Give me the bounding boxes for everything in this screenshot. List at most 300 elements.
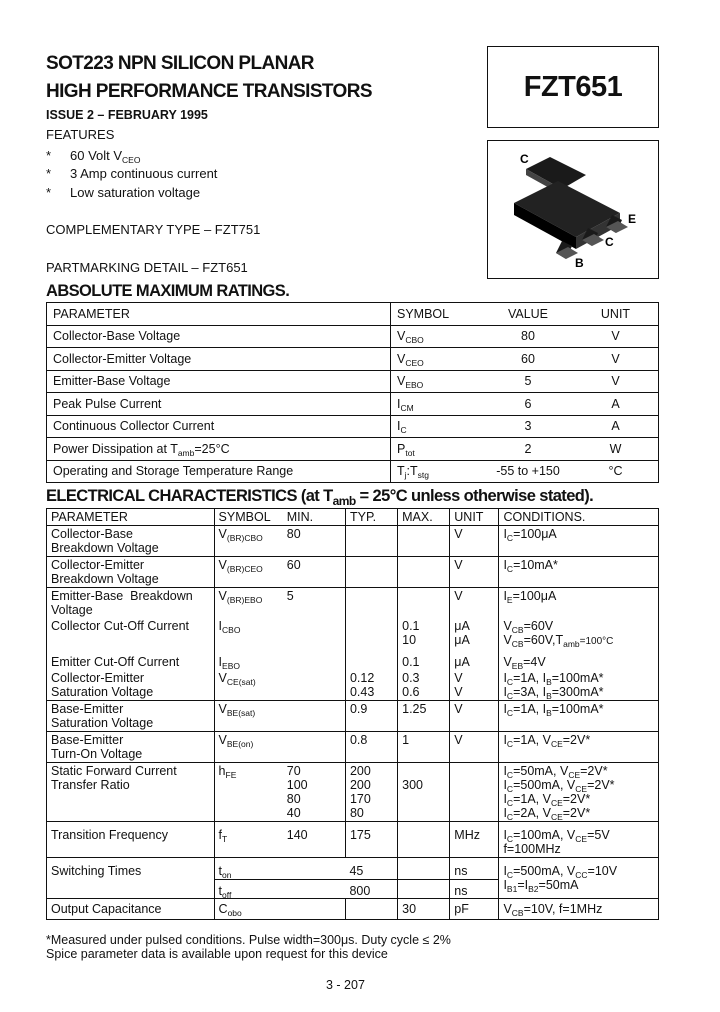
- cond-text: I: [503, 702, 507, 716]
- param-text: Base-Emitter: [51, 702, 124, 716]
- cond-text: =3A, I: [513, 685, 547, 699]
- table-header: [47, 509, 659, 526]
- unit-cell: [450, 618, 499, 650]
- unit-cell: V: [450, 732, 499, 763]
- param-text: Collector-Emitter: [51, 671, 145, 685]
- symbol-sub: on: [222, 870, 232, 880]
- symbol-sub: stg: [417, 470, 429, 481]
- symbol-sub: EBO: [405, 380, 424, 391]
- cond-text: V: [503, 655, 512, 669]
- min-cell: 140: [283, 822, 346, 858]
- param-cell: Emitter Cut-Off Current: [47, 650, 215, 670]
- cond-text: =2V*: [587, 778, 615, 792]
- typ-cell: [345, 670, 397, 701]
- cond-text: I: [503, 733, 507, 747]
- symbol-text: C: [218, 902, 228, 916]
- param-tail: =25°C: [194, 441, 230, 456]
- symbol-sub: CM: [400, 402, 414, 413]
- symbol-text: V: [218, 733, 227, 747]
- issue-date: ISSUE 2 – FEBRUARY 1995: [46, 108, 208, 122]
- typ-value: 200: [349, 778, 371, 792]
- cond-text: f=100MHz: [503, 842, 561, 856]
- table-row: [47, 588, 659, 619]
- min-cell: [283, 701, 346, 732]
- min-cell: 80: [283, 526, 346, 557]
- typ-cell: [345, 650, 397, 670]
- param-cell: [47, 732, 215, 763]
- header-parameter: PARAMETER: [47, 303, 391, 326]
- symbol-cell: [214, 858, 345, 899]
- features-heading: FEATURES: [46, 127, 115, 142]
- cond-text: V: [503, 619, 512, 633]
- cond-text: I: [503, 864, 507, 878]
- param-cell: Emitter-Base Voltage: [47, 370, 391, 393]
- typ-cell: [345, 618, 397, 650]
- header-symbol: SYMBOL: [218, 510, 271, 524]
- typ-value: 0.12: [349, 671, 375, 685]
- min-cell: [283, 618, 346, 650]
- symbol-text: V: [218, 671, 227, 685]
- conditions-cell: [499, 650, 659, 670]
- min-cell: 60: [283, 557, 346, 588]
- typ-cell: [345, 899, 397, 920]
- symbol-cell: [391, 415, 484, 438]
- symbol-cell: [391, 370, 484, 393]
- header-max: MAX.: [398, 509, 450, 526]
- package-box: [487, 140, 659, 279]
- cond-text: =2V*: [562, 733, 591, 747]
- typ-cell: [345, 858, 397, 899]
- symbol-sub: FE: [225, 770, 237, 780]
- unit-cell: V: [450, 557, 499, 588]
- feature-text: 60 Volt V: [70, 148, 123, 163]
- cond-sub: C: [506, 770, 514, 780]
- param-cell: Operating and Storage Temperature Range: [47, 460, 391, 483]
- typ-value: 800: [349, 884, 371, 898]
- typ-cell: [345, 557, 397, 588]
- cond-text: =60V: [523, 619, 554, 633]
- max-value: 10: [402, 633, 417, 647]
- unit-cell: V: [573, 370, 659, 393]
- symbol-text: I: [218, 619, 223, 633]
- header-min: MIN.: [283, 509, 346, 526]
- cond-sub: E: [506, 595, 513, 605]
- value-cell: 2: [483, 438, 573, 461]
- value-cell: 80: [483, 325, 573, 348]
- max-value: 0.6: [402, 685, 420, 699]
- cond-text: =1A, V: [513, 733, 551, 747]
- param-sub: amb: [177, 447, 195, 458]
- symbol-sub: CBO: [222, 625, 241, 635]
- cond-sub: C: [506, 784, 514, 794]
- cond-sub: CE: [550, 798, 563, 808]
- value-cell: 5: [483, 370, 573, 393]
- param-text: Saturation Voltage: [51, 716, 154, 730]
- unit-value: ns: [454, 884, 468, 898]
- cond-sub: EB: [511, 661, 524, 671]
- typ-value: 200: [349, 764, 371, 778]
- partmarking-detail: PARTMARKING DETAIL – FZT651: [46, 260, 248, 275]
- min-cell: 5: [283, 588, 346, 619]
- cond-text: I: [503, 527, 507, 541]
- cond-text: =1A, I: [513, 702, 547, 716]
- symbol-text: V: [397, 374, 406, 389]
- table-row: [47, 557, 659, 588]
- param-text: Collector-Emitter: [51, 558, 145, 572]
- feature-text: Low saturation voltage: [70, 185, 201, 200]
- max-cell: [398, 557, 450, 588]
- symbol-text: V: [218, 589, 227, 603]
- conditions-cell: [499, 701, 659, 732]
- cond-text: I: [503, 589, 507, 603]
- param-text: Base-Emitter: [51, 733, 124, 747]
- param-cell: Peak Pulse Current: [47, 393, 391, 416]
- param-cell: Collector-Base Voltage: [47, 325, 391, 348]
- cond-text: =60V,T: [523, 633, 564, 647]
- conditions-cell: [499, 858, 659, 899]
- table-row: [47, 618, 659, 650]
- symbol-cell: [391, 325, 484, 348]
- typ-cell: 0.9: [345, 701, 397, 732]
- typ-value: 170: [349, 792, 371, 806]
- conditions-cell: [499, 588, 659, 619]
- symbol-sub: BE(on): [226, 739, 254, 749]
- symbol-cell: [214, 618, 283, 650]
- table-row: [47, 899, 659, 920]
- cond-sub: C: [506, 564, 514, 574]
- unit-cell: MHz: [450, 822, 499, 858]
- param-cell: Collector-Emitter Voltage: [47, 348, 391, 371]
- unit-cell: [450, 858, 499, 899]
- cond-text: =2V*: [580, 764, 608, 778]
- unit-cell: A: [573, 393, 659, 416]
- unit-value: ns: [450, 864, 498, 880]
- table-row: [47, 822, 659, 858]
- cond-text: I: [503, 878, 507, 892]
- conditions-cell: [499, 732, 659, 763]
- conditions-cell: [499, 899, 659, 920]
- param-text: Voltage: [51, 603, 93, 617]
- cond-sub: B1: [506, 884, 518, 894]
- feature-text: 3 Amp continuous current: [70, 166, 218, 181]
- param-cell: Output Capacitance: [47, 899, 215, 920]
- min-value: 100: [286, 778, 308, 792]
- max-value: 0.3: [402, 671, 420, 685]
- symbol-cell: [214, 899, 283, 920]
- symbol-text: V: [218, 702, 227, 716]
- header-typ: TYP.: [345, 509, 397, 526]
- symbol-cell: [214, 650, 283, 670]
- param-text: Emitter-Base Breakdown: [51, 589, 193, 603]
- symbol-text: P: [397, 441, 406, 456]
- cond-text: =1A, I: [513, 671, 547, 685]
- table-row: [47, 858, 659, 899]
- max-cell: 1.25: [398, 701, 450, 732]
- cond-text: I: [503, 828, 507, 842]
- unit-value: μA: [454, 619, 470, 633]
- footnote-pulsed: *Measured under pulsed conditions. Pulse width=300μs. Duty cycle ≤ 2%: [46, 933, 451, 947]
- symbol-text: h: [218, 764, 226, 778]
- symbol-text: V: [218, 558, 227, 572]
- unit-cell: °C: [573, 460, 659, 483]
- cond-text: =2V*: [562, 792, 591, 806]
- typ-value: 80: [349, 806, 364, 820]
- param-cell: Continuous Collector Current: [47, 415, 391, 438]
- feature-item: [46, 183, 201, 202]
- cond-sub: B: [546, 677, 552, 687]
- symbol-sub: EBO: [222, 661, 240, 671]
- max-value: 0.1: [402, 619, 420, 633]
- param-cell: [47, 557, 215, 588]
- part-number-box: [487, 46, 659, 128]
- typ-cell: [345, 526, 397, 557]
- cond-sub: C: [506, 533, 514, 543]
- symbol-text: f: [218, 828, 223, 842]
- unit-value: V: [454, 685, 463, 699]
- elec-table: [46, 508, 659, 920]
- cond-sub: CC: [575, 870, 588, 880]
- cond-text: =50mA, V: [513, 764, 569, 778]
- cond-sub: amb: [563, 639, 580, 649]
- cond-sub: C: [506, 739, 514, 749]
- header-symbol: SYMBOL: [391, 303, 484, 326]
- elec-heading-b: = 25°C unless otherwise stated).: [355, 487, 594, 505]
- symbol-cell: [214, 526, 283, 557]
- param-text: Transfer Ratio: [51, 778, 130, 792]
- cond-sub: B: [546, 708, 552, 718]
- cond-text: =100mA, V: [513, 828, 576, 842]
- min-cell: [283, 899, 346, 920]
- conditions-cell: [499, 822, 659, 858]
- feature-sub: CEO: [122, 155, 141, 165]
- cond-text: =I: [517, 878, 529, 892]
- unit-cell: A: [573, 415, 659, 438]
- cond-text: V: [503, 902, 512, 916]
- cond-sub: C: [506, 691, 514, 701]
- min-cell: [283, 763, 346, 822]
- cond-sub: CE: [575, 834, 588, 844]
- cond-text: I: [503, 764, 507, 778]
- cond-sub: CB: [511, 625, 524, 635]
- cond-sub: CE: [568, 770, 581, 780]
- cond-text: =4V: [523, 655, 546, 669]
- cond-text: I: [503, 685, 507, 699]
- symbol-cell: [214, 557, 283, 588]
- conditions-cell: [499, 618, 659, 650]
- table-row: [47, 526, 659, 557]
- param-text: Breakdown Voltage: [51, 572, 159, 586]
- value-cell: 60: [483, 348, 573, 371]
- symbol-sub: T: [222, 834, 228, 844]
- cond-text: =10V: [587, 864, 618, 878]
- cond-text: =300mA*: [551, 685, 604, 699]
- table-row: [47, 348, 659, 371]
- cond-text: =10mA*: [513, 558, 558, 572]
- typ-cell: [345, 588, 397, 619]
- cond-sub: C: [506, 677, 514, 687]
- min-value: 70: [286, 764, 301, 778]
- feature-item: [46, 164, 218, 183]
- min-value: 80: [286, 792, 301, 806]
- cond-sub: CE: [550, 812, 563, 822]
- unit-cell: W: [573, 438, 659, 461]
- max-cell: [398, 526, 450, 557]
- param-cell: [47, 438, 391, 461]
- cond-text: I: [503, 806, 507, 820]
- cond-text: =1A, V: [513, 792, 551, 806]
- unit-cell: [450, 763, 499, 822]
- param-text: Static Forward Current: [51, 764, 177, 778]
- symbol-text: V: [397, 329, 406, 344]
- page-number: 3 - 207: [326, 978, 365, 992]
- cond-sub: B: [546, 691, 552, 701]
- cond-text: I: [503, 558, 507, 572]
- cond-sub: CE: [550, 739, 563, 749]
- conditions-cell: [499, 557, 659, 588]
- param-cell: [47, 526, 215, 557]
- symbol-cell: [391, 460, 484, 483]
- elec-heading: [46, 484, 593, 508]
- header-unit: UNIT: [573, 303, 659, 326]
- symbol-sub: BE(sat): [226, 708, 256, 718]
- cond-text: =100mA*: [551, 671, 604, 685]
- cond-text: I: [503, 792, 507, 806]
- elec-heading-a: ELECTRICAL CHARACTERISTICS (at T: [46, 487, 333, 505]
- cond-sub: C: [506, 812, 514, 822]
- abs-max-table: [46, 302, 659, 483]
- sot223-package-icon: [488, 141, 657, 277]
- symbol-cell: [391, 393, 484, 416]
- cond-text: =100mA*: [551, 702, 604, 716]
- symbol-text: :T: [406, 464, 418, 479]
- title-line-1: SOT223 NPN SILICON PLANAR: [46, 53, 314, 74]
- typ-cell: 175: [345, 822, 397, 858]
- symbol-sub: (BR)CEO: [226, 564, 263, 574]
- symbol-text: V: [218, 527, 227, 541]
- cond-sub: CE: [575, 784, 588, 794]
- param-cell: Collector Cut-Off Current: [47, 618, 215, 650]
- cond-sub: CB: [511, 908, 524, 918]
- symbol-text: I: [397, 419, 401, 434]
- cond-sub: C: [506, 798, 514, 808]
- title-line-2: HIGH PERFORMANCE TRANSISTORS: [46, 81, 372, 102]
- unit-cell: μA: [450, 650, 499, 670]
- min-value: 40: [286, 806, 301, 820]
- max-cell: 30: [398, 899, 450, 920]
- cond-text: =100°C: [579, 636, 614, 647]
- cond-sub: B2: [528, 884, 539, 894]
- conditions-cell: [499, 526, 659, 557]
- cond-sub: C: [506, 708, 514, 718]
- cond-text: =50mA: [538, 878, 579, 892]
- symbol-cell: [214, 732, 283, 763]
- table-row: [47, 325, 659, 348]
- min-cell: [283, 650, 346, 670]
- cond-text: =5V: [587, 828, 610, 842]
- param-cell: Switching Times: [47, 858, 215, 899]
- header-unit: UNIT: [450, 509, 499, 526]
- symbol-sub: (BR)CBO: [226, 533, 263, 543]
- table-row: [47, 650, 659, 670]
- unit-value: μA: [454, 633, 470, 647]
- typ-cell: 0.8: [345, 732, 397, 763]
- table-row: [47, 701, 659, 732]
- pin-label-c-top: C: [520, 152, 529, 166]
- typ-cell: [345, 763, 397, 822]
- value-cell: 6: [483, 393, 573, 416]
- symbol-cell: [214, 763, 283, 822]
- symbol-text: T: [397, 464, 405, 479]
- symbol-cell: [214, 701, 283, 732]
- cond-text: =10V, f=1MHz: [523, 902, 603, 916]
- max-cell: 1: [398, 732, 450, 763]
- table-row: [47, 460, 659, 483]
- pin-label-e: E: [628, 212, 637, 226]
- header-parameter: PARAMETER: [47, 509, 215, 526]
- symbol-sub: CEO: [405, 357, 424, 368]
- unit-cell: V: [450, 526, 499, 557]
- symbol-text: t: [218, 884, 223, 898]
- elec-heading-sub: amb: [332, 494, 356, 508]
- symbol-sub: off: [222, 890, 232, 900]
- symbol-cell: [214, 822, 283, 858]
- unit-cell: [450, 670, 499, 701]
- symbol-cell: [214, 670, 283, 701]
- header-conditions: CONDITIONS.: [503, 510, 586, 524]
- param-text: Power Dissipation at T: [53, 441, 178, 456]
- max-cell: [398, 822, 450, 858]
- cond-text: V: [503, 633, 512, 647]
- abs-max-heading: ABSOLUTE MAXIMUM RATINGS.: [46, 282, 290, 300]
- bullet: *: [46, 148, 52, 163]
- min-cell: [283, 670, 346, 701]
- part-number: FZT651: [523, 71, 623, 103]
- conditions-cell: [499, 763, 659, 822]
- table-row: [47, 415, 659, 438]
- table-row: [47, 732, 659, 763]
- complementary-type: COMPLEMENTARY TYPE – FZT751: [46, 222, 261, 237]
- symbol-text: V: [397, 351, 406, 366]
- table-row: [47, 670, 659, 701]
- param-text: Collector-Base: [51, 527, 133, 541]
- max-cell: [398, 588, 450, 619]
- cond-text: =100μA: [512, 589, 557, 603]
- bullet: *: [46, 185, 52, 200]
- pin-label-c: C: [605, 235, 614, 249]
- param-cell: [47, 588, 215, 619]
- max-value: 300: [402, 778, 423, 792]
- unit-cell: V: [450, 701, 499, 732]
- header-value: VALUE: [483, 303, 573, 326]
- typ-value: 0.43: [349, 685, 375, 699]
- symbol-text: I: [218, 655, 223, 669]
- feature-item: [46, 146, 141, 165]
- symbol-sub: (BR)EBO: [226, 595, 263, 605]
- param-text: Breakdown Voltage: [51, 541, 159, 555]
- symbol-sub: obo: [227, 908, 242, 918]
- unit-cell: V: [450, 588, 499, 619]
- footnote-spice: Spice parameter data is available upon request for this device: [46, 947, 388, 961]
- cond-text: =2V*: [562, 806, 591, 820]
- max-cell: [398, 858, 450, 899]
- param-cell: [47, 670, 215, 701]
- symbol-sub: C: [400, 425, 407, 436]
- cond-text: =2A, V: [513, 806, 551, 820]
- cond-text: =500mA, V: [513, 864, 576, 878]
- symbol-sub: CE(sat): [226, 677, 256, 687]
- table-row: [47, 370, 659, 393]
- cond-text: =500mA, V: [513, 778, 576, 792]
